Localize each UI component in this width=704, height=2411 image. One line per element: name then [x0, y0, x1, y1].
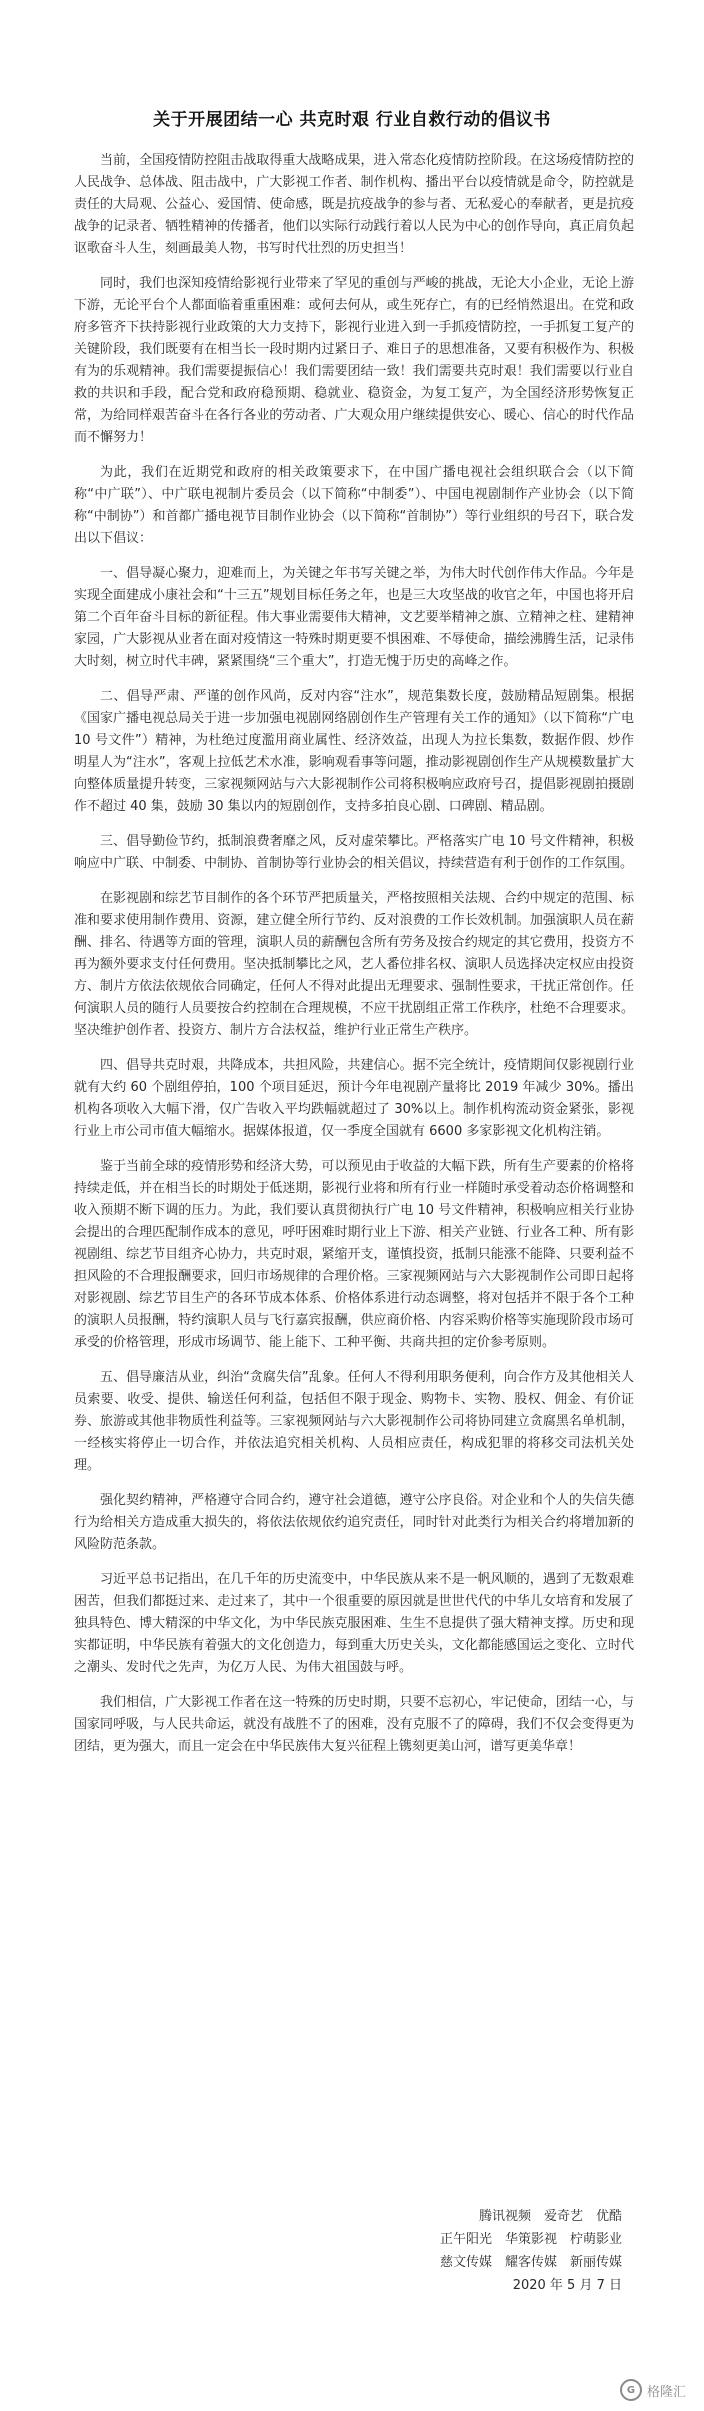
- document-body: [74, 150, 634, 1771]
- document-title: 关于开展团结一心 共克时艰 行业自救行动的倡议书: [153, 110, 551, 130]
- signatory-line: 腾讯视频 爱奇艺 优酷: [478, 2209, 622, 2224]
- paragraph: 五、倡导廉洁从业，纠治“贪腐失信”乱象。任何人不得利用职务便利，向合作方及其他相关人员索要、收受、提供、输送任何利益，包括但不限于现金、购物卡、实物、股权、佣金、有价证券、旅游或其他非物质性利益等。三家视频网站与六大影视制作公司将协同建立贪腐黑名单机制，一经核实将停止一切合作，并依法追究相关机构、人员相应责任，构成犯罪的将移交司法机关处理。: [74, 1370, 634, 1473]
- paragraph: 习近平总书记指出，在几千年的历史流变中，中华民族从来不是一帆风顺的，遇到了无数艰难困苦，但我们都挺过来、走过来了，其中一个很重要的原因就是世世代代的中华儿女培育和发展了独具特色、博大精深的中华文化，为中华民族克服困难、生生不息提供了强大精神支撑。历史和现实都证明，中华民族有着强大的文化创造力，每到重大历史关头，文化都能感国运之变化、立时代之潮头、发时代之先声，为亿万人民、为伟大祖国鼓与呼。: [74, 1572, 634, 1675]
- paragraph: 在影视剧和综艺节目制作的各个环节严把质量关，严格按照相关法规、合约中规定的范围、标准和要求使用制作费用、资源，建立健全所行节约、反对浪费的工作长效机制。加强演职人员在薪酬、排名、待遇等方面的管理，演职人员的薪酬包含所有劳务及按合约规定的其它费用，投资方不再为额外要求支付任何费用。坚决抵制攀比之风，艺人番位排名权、演职人员选择决定权应由投资方、制片方依法依规依合同确定，任何人不得对此提出无理要求、强制性要求，干扰正常创作。任何演职人员的随行人员要按合约控制在合理规模，不应干扰剧组正常工作秩序，杜绝不合理要求。坚决维护创作者、投资方、制片方合法权益，维护行业正常生产秩序。: [74, 891, 634, 1038]
- paragraph: 同时，我们也深知疫情给影视行业带来了罕见的重创与严峻的挑战，无论大小企业，无论上游下游，无论平台个人都面临着重重困难：或何去何从，或生死存亡，有的已经悄然退出。在党和政府多管齐下扶持影视行业政策的大力支持下，影视行业进入到一手抓疫情防控，一手抓复工复产的关键阶段，我们既要有在相当长一段时期内过紧日子、难日子的思想准备，又要有积极作为、积极有为的乐观精神。我们需要提振信心！我们需要团结一致！我们需要共克时艰！我们需要以行业自救的共识和手段，配合党和政府稳预期、稳就业、稳资金，为复工复产，为全国经济形势恢复正常，为给同样艰苦奋斗在各行各业的劳动者、广大观众用户继续提供安心、暖心、信心的时代作品而不懈努力！: [74, 276, 634, 445]
- paragraph: 一、倡导凝心聚力，迎难而上，为关键之年书写关键之举，为伟大时代创作伟大作品。今年是实现全面建成小康社会和“十三五”规划目标任务之年，也是三大攻坚战的收官之年，中国也将开启第二个百年奋斗目标的新征程。伟大事业需要伟大精神，文艺要举精神之旗、立精神之柱、建精神家园，广大影视从业者在面对疫情这一特殊时期更要不惧困难、不辱使命，描绘沸腾生活，记录伟大时刻，树立时代丰碑，紧紧围绕“三个重大”，打造无愧于历史的高峰之作。: [74, 566, 634, 669]
- watermark: [620, 2379, 686, 2401]
- paragraph: 二、倡导严肃、严谨的创作风尚，反对内容“注水”，规范集数长度，鼓励精品短剧集。根据《国家广播电视总局关于进一步加强电视剧网络剧创作生产管理有关工作的通知》（以下简称“广电 10 号文件”）精神，为杜绝过度濫用商业属性、经济效益，出现人为拉长集数，数据作假、炒作明星人为“注水”，客观上拉低艺术水准，影响观看事等问题，推动影视剧创作生产从规模数量扩大向整体质量提升转变，三家视频网站与六大影视制作公司将积极响应政府号召，提倡影视剧拍摄剧作不超过 40 集，鼓励 30 集以内的短剧创作，支持多拍良心剧、口碑剧、精品剧。: [74, 689, 634, 814]
- watermark-label: 格隆汇: [646, 2384, 686, 2400]
- paragraph: 当前，全国疫情防控阻击战取得重大战略成果，进入常态化疫情防控阶段。在这场疫情防控的人民战争、总体战、阻击战中，广大影视工作者、制作机构、播出平台以疫情就是命令，防控就是责任的大局观、公益心、爱国情、使命感，既是抗疫战争的参与者、无私爱心的奉献者，更是抗疫战争的记录者、牺牲精神的传播者，他们以实际行动践行着以人民为中心的创作导向，真正肩负起讴歌奋斗人生，刻画最美人物，书写时代壮烈的历史担当！: [74, 153, 634, 256]
- paragraph: 四、倡导共克时艰，共降成本，共担风险，共建信心。据不完全统计，疫情期间仅影视剧行业就有大约 60 个剧组停拍，100 个项目延迟，预计今年电视剧产量将比 2019 年减少 30%。播出机构各项收入大幅下滑，仅广告收入平均跌幅就超过了 30%以上。制作机构流动资金紧张，影视行业上市公司市值大幅缩水。据媒体报道，仅一季度全国就有 6600 多家影视文化机构注销。: [74, 1058, 634, 1139]
- document-date: 2020 年 5 月 7 日: [512, 2278, 622, 2293]
- signatory-line: 正午阳光 华策影视 柠萌影业: [439, 2232, 622, 2247]
- paragraph: 三、倡导勤俭节约，抵制浪费奢靡之风，反对虚荣攀比。严格落实广电 10 号文件精神，积极响应中广联、中制委、中制协、首制协等行业协会的相关倡议，持续营造有利于创作的工作氛围。: [74, 834, 634, 871]
- paragraph: 强化契约精神，严格遵守合同合约，遵守社会道德，遵守公序良俗。对企业和个人的失信失德行为给相关方造成重大损失的，将依法依规依约追究责任，同时针对此类行为相关合约将增加新的风险防范条款。: [74, 1493, 634, 1552]
- signature-block: [440, 2205, 622, 2297]
- signatory-line: 慈文传媒 耀客传媒 新丽传媒: [439, 2255, 622, 2270]
- paragraph: 鉴于当前全球的疫情形势和经济大势，可以预见由于收益的大幅下跌，所有生产要素的价格将持续走低，并在相当长的时期处于低迷期，影视行业将和所有行业一样随时承受着动态价格调整和收入预期不断下调的压力。为此，我们要认真贯彻执行广电 10 号文件精神，积极响应相关行业协会提出的合理匹配制作成本的意见，呼吁困难时期行业上下游、相关产业链、行业各工种、所有影视剧组、综艺节目组齐心协力，共克时艰，紧缩开支，谨慎投资，抵制只能涨不能降、只要利益不担风险的不合理报酬要求，回归市场规律的合理价格。三家视频网站与六大影视制作公司即日起将对影视剧、综艺节目生产的各环节成本体系、价格体系进行动态调整，将对包括并不限于各个工种的演职人员报酬，特约演职人员与飞行嘉宾报酬，供应商价格、内容采购价格等实施现阶段市场可承受的价格管理，形成市场调节、能上能下、工种平衡、共商共担的定价参考原则。: [74, 1159, 634, 1350]
- paragraph: 我们相信，广大影视工作者在这一特殊的历史时期，只要不忘初心，牢记使命，团结一心，与国家同呼吸，与人民共命运，就没有战胜不了的困难，没有克服不了的障碍，我们不仅会变得更为团结，更为强大，而且一定会在中华民族伟大复兴征程上镌刻更美山河，谱写更美华章！: [74, 1695, 634, 1754]
- paragraph: 为此，我们在近期党和政府的相关政策要求下，在中国广播电视社会组织联合会（以下简称“中广联”）、中广联电视制片委员会（以下简称“中制委”）、中国电视剧制作产业协会（以下简称“中制协”）和首都广播电视节目制作业协会（以下简称“首制协”）等行业组织的号召下，联合发出以下倡议：: [74, 465, 634, 546]
- watermark-logo-icon: G: [620, 2379, 642, 2401]
